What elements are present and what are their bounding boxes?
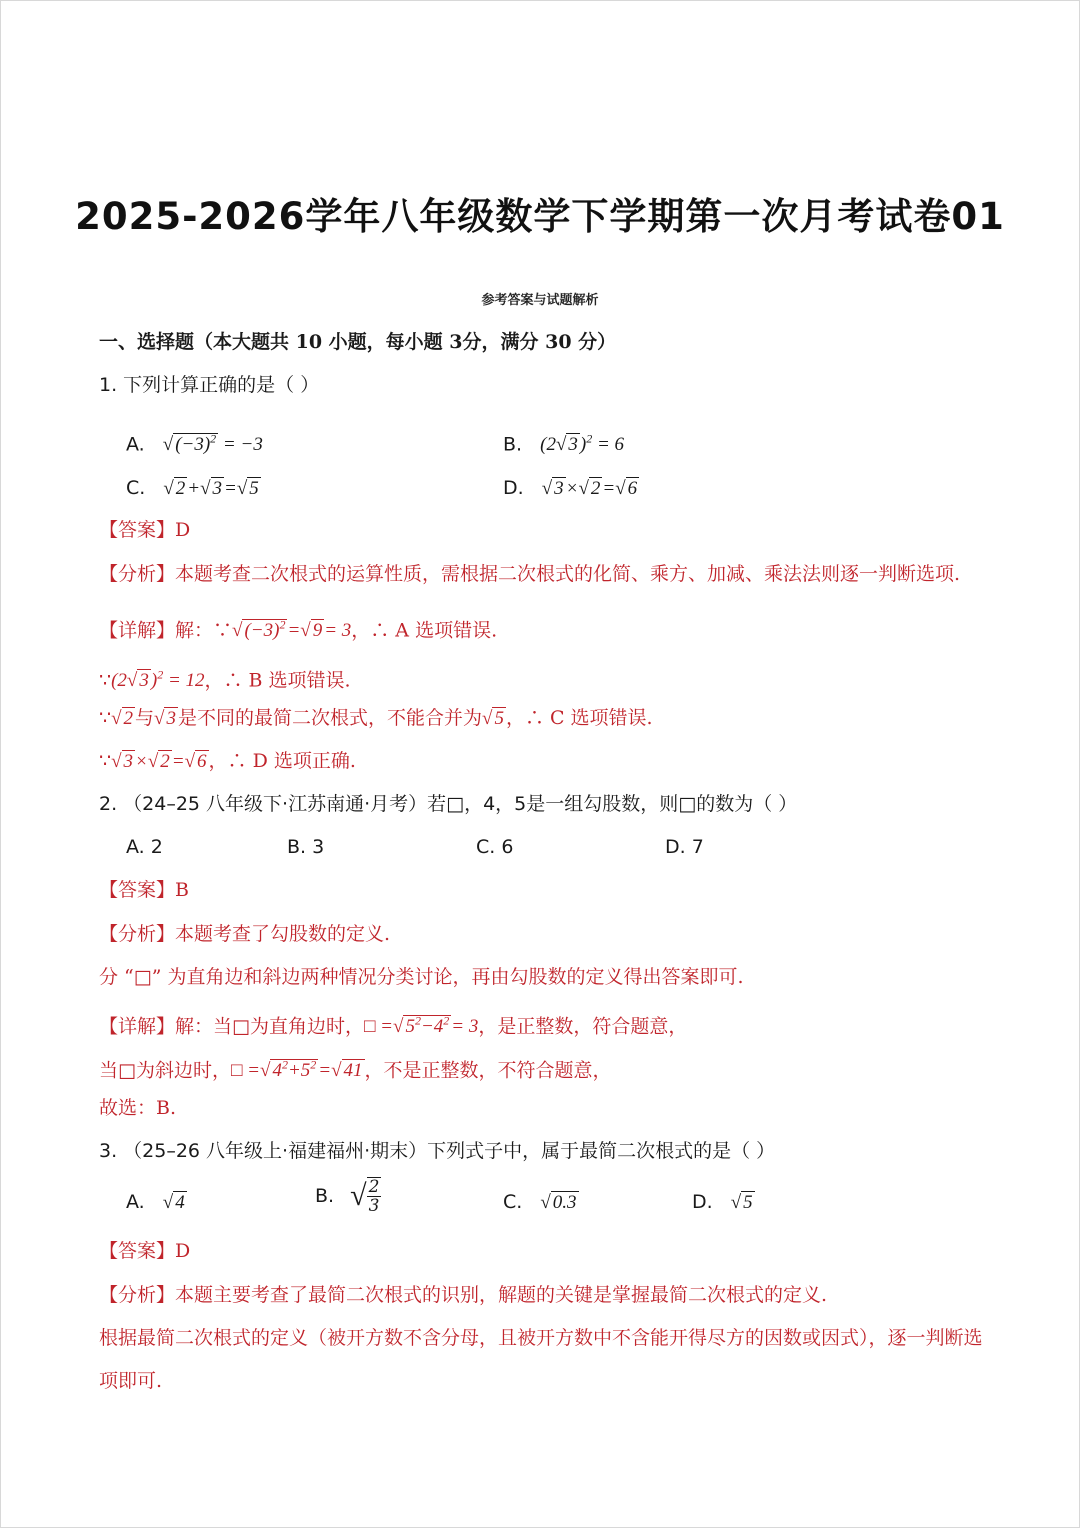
q1-option-d: D. √ 3 ×√ 2 =√ 6 bbox=[503, 477, 638, 499]
q1-option-b-label: B. bbox=[503, 433, 523, 456]
q3-analysis-2: 根据最简二次根式的定义（被开方数不含分母，且被开方数中不含能开得尽方的因数或因式），逐一判断选 bbox=[99, 1327, 983, 1349]
q2-conclusion: 故选：B. bbox=[99, 1097, 177, 1119]
q2-option-b: B. 3 bbox=[287, 836, 325, 858]
q2-option-d: D. 7 bbox=[665, 836, 704, 858]
q2-analysis: 【分析】本题考查了勾股数的定义. bbox=[99, 923, 391, 945]
q1-option-c: C. √ 2 +√ 3 =√ 5 bbox=[126, 477, 259, 499]
q1-detail-3: ∵√ 2 与√ 3 是不同的最简二次根式，不能合并为√ 5 ，∴ C 选项错误. bbox=[99, 707, 653, 729]
q1-detail-1: 【详解】解：∵√ $(-3)^2$ =√ 9 = 3，∴ A 选项错误. bbox=[99, 618, 498, 642]
q1-option-a-label: A. bbox=[126, 433, 145, 456]
q3-option-a: A. √ 4 bbox=[126, 1191, 185, 1213]
q1-detail-4: ∵√ 3 ×√ 2 =√ 6 ，∴ D 选项正确. bbox=[99, 750, 356, 772]
q3-option-c: C. √ 0.3 bbox=[503, 1191, 577, 1213]
section-heading: 一、选择题（本大题共 10 小题，每小题 3分，满分 30 分） bbox=[99, 331, 617, 353]
q3-analysis-3: 项即可. bbox=[99, 1370, 163, 1392]
q1-answer: 【答案】D bbox=[99, 519, 191, 541]
q1-option-d-label: D. bbox=[503, 477, 524, 499]
q3-answer: 【答案】D bbox=[99, 1240, 191, 1262]
q3-option-d: D. √ 5 bbox=[692, 1191, 753, 1213]
q1-option-b: B. (2√ 3 )$^2$ = 6 bbox=[503, 432, 625, 456]
q2-detail-2: 当□为斜边时，□ =√ $4^2+5^2$ =√ 41 ，不是正整数，不符合题意， bbox=[99, 1058, 612, 1082]
q1-option-c-label: C. bbox=[126, 477, 146, 499]
q3-analysis: 【分析】本题主要考查了最简二次根式的识别，解题的关键是掌握最简二次根式的定义. bbox=[99, 1284, 828, 1306]
page-subtitle: 参考答案与试题解析 bbox=[481, 293, 599, 308]
question-3-stem: 3. （25–26 八年级上·福建福州·期末）下列式子中，属于最简二次根式的是（ ） bbox=[99, 1140, 776, 1162]
q2-option-c: C. 6 bbox=[476, 836, 514, 858]
question-2-stem: 2. （24–25 八年级下·江苏南通·月考）若□，4，5是一组勾股数，则□的数为（ ） bbox=[99, 793, 798, 815]
q1-option-a: A. √ $(-3)^2 = -3$ bbox=[126, 432, 263, 456]
q2-detail-1: 【详解】解：当□为直角边时，□ =√ $5^2-4^2 = 3$，是正整数，符合题意， bbox=[99, 1014, 688, 1038]
page-title: 2025-2026学年八年级数学下学期第一次月考试卷01 bbox=[75, 195, 1005, 238]
q1-detail-2: ∵(2√ 3 )$^2$ = 12，∴ B 选项错误. bbox=[99, 668, 351, 692]
question-1-stem: 1. 下列计算正确的是（ ） bbox=[99, 374, 320, 396]
q2-option-a: A. 2 bbox=[126, 836, 163, 858]
q2-analysis-2: 分 “□” 为直角边和斜边两种情况分类讨论，再由勾股数的定义得出答案即可. bbox=[99, 966, 744, 988]
q2-answer: 【答案】B bbox=[99, 879, 189, 901]
q1-analysis: 【分析】本题考查二次根式的运算性质，需根据二次根式的化简、乘方、加减、乘法法则逐一判断选项. bbox=[99, 563, 961, 585]
q3-option-b: B. √ $\frac{2}{3}$ bbox=[315, 1177, 380, 1216]
